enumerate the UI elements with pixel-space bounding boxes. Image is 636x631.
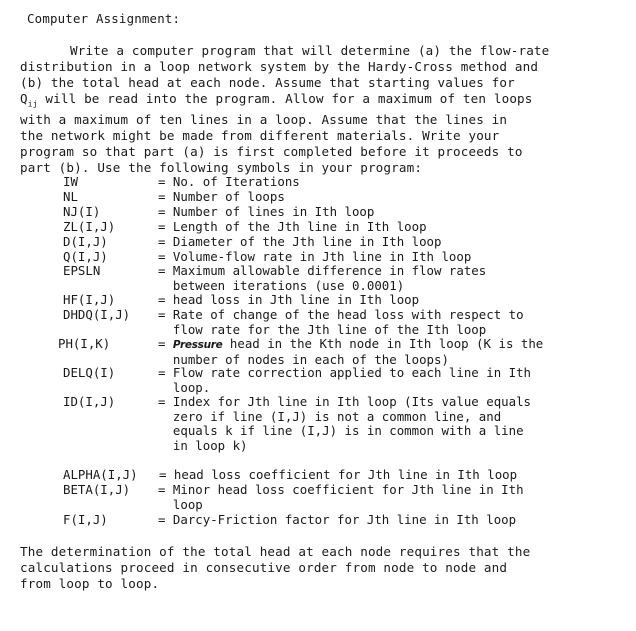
definition-line: equals k if line (I,J) is in common with a line — [158, 423, 524, 439]
symbol-name: D(I,J) — [63, 234, 108, 249]
symbol-definition — [158, 235, 441, 250]
q-symbol: Q — [20, 90, 28, 106]
handwritten-word: Pressure — [172, 339, 223, 351]
symbol-definition — [158, 483, 524, 512]
equals-sign: = — [158, 336, 173, 351]
symbol-name: BETA(I,J) — [63, 482, 131, 497]
symbol-definition — [158, 366, 531, 395]
symbol-name: PH(I,K) — [58, 336, 111, 351]
symbol-name: F(I,J) — [63, 512, 108, 527]
symbol-name: NL — [63, 189, 78, 204]
symbol-definition — [158, 513, 516, 528]
symbol-definition — [158, 205, 374, 220]
symbol-name: ID(I,J) — [63, 394, 116, 409]
definition-line: = Maximum allowable difference in flow rates — [158, 263, 487, 278]
symbol-name: ALPHA(I,J) — [63, 467, 138, 482]
symbol-definition — [158, 220, 427, 235]
definition-line: = head loss coefficient for Jth line in Ith loop — [159, 467, 518, 482]
definition-line: = Diameter of the Jth line in Ith loop — [158, 234, 442, 249]
definition-line: = Number of lines in Ith loop — [158, 204, 375, 219]
intro-line: the network might be made from different materials. Write your — [20, 128, 500, 144]
symbol-name: HF(I,J) — [63, 292, 116, 307]
definition-line: flow rate for the Jth line of the Ith loop — [158, 321, 487, 337]
symbol-name: DHDQ(I,J) — [63, 307, 131, 322]
definition-line: loop — [158, 496, 203, 512]
symbol-name: NJ(I) — [63, 204, 101, 219]
symbol-name: Q(I,J) — [63, 249, 108, 264]
symbol-definition — [158, 395, 531, 453]
intro-line: with a maximum of ten lines in a loop. Assume that the lines in — [20, 112, 508, 128]
intro-line: part (b). Use the following symbols in your program: — [20, 159, 423, 175]
outro-line: The determination of the total head at each node requires that the — [20, 544, 531, 559]
intro-line: program so that part (a) is first completed before it proceeds to — [20, 143, 523, 159]
symbol-name: IW — [63, 174, 78, 189]
definition-line: in loop k) — [158, 437, 248, 453]
assignment-heading: Computer Assignment: — [27, 11, 181, 26]
outro-line: calculations proceed in consecutive order from node to node and — [20, 559, 508, 575]
definition-line: = Index for Jth line in Ith loop (Its value equals — [158, 394, 531, 409]
definition-text: head in the Kth node in Ith loop (K is the — [222, 336, 544, 351]
symbol-definition — [158, 175, 300, 190]
intro-line-rest: will be read into the program. Allow for a maximum of ten loops — [37, 90, 533, 106]
definition-line: = Flow rate correction applied to each line in Ith — [158, 365, 531, 380]
symbol-definition — [158, 264, 486, 293]
q-subscript: ij — [27, 99, 38, 109]
definition-line: = No. of Iterations — [158, 174, 300, 189]
definition-line — [158, 337, 543, 353]
intro-line: Write a computer program that will determine (a) the flow-rate — [70, 43, 550, 58]
intro-line: distribution in a loop network system by the Hardy-Cross method and — [20, 58, 539, 74]
definition-line: = Rate of change of the head loss with respect to — [158, 307, 524, 322]
symbol-definition — [158, 308, 524, 337]
outro-line: from loop to loop. — [20, 575, 160, 591]
symbol-definition — [158, 293, 419, 308]
definition-line: = Darcy-Friction factor for Jth line in Ith loop — [158, 512, 517, 527]
definition-line: = Number of loops — [158, 189, 285, 204]
definition-line: = head loss in Jth line in Ith loop — [158, 292, 420, 307]
closing-paragraph — [20, 544, 620, 591]
intro-paragraph — [20, 43, 620, 176]
intro-line — [20, 91, 620, 112]
definition-line: between iterations (use 0.0001) — [158, 277, 405, 293]
symbol-definition — [158, 337, 543, 367]
symbol-name: EPSLN — [63, 263, 101, 278]
symbol-name: ZL(I,J) — [63, 219, 116, 234]
definition-line: = Minor head loss coefficient for Jth line in Ith — [158, 482, 524, 497]
symbol-definition — [159, 468, 517, 483]
definition-line: = Length of the Jth line in Ith loop — [158, 219, 427, 234]
symbol-name: DELQ(I) — [63, 365, 116, 380]
symbol-definition — [158, 190, 285, 205]
definition-line: = Volume-flow rate in Jth line in Ith loop — [158, 249, 472, 264]
definition-line: loop. — [158, 379, 211, 395]
definition-line: number of nodes in each of the loops) — [158, 351, 449, 367]
definition-line: zero if line (I,J) is not a common line, and — [158, 408, 502, 424]
intro-line: (b) the total head at each node. Assume that starting values for — [20, 74, 515, 90]
